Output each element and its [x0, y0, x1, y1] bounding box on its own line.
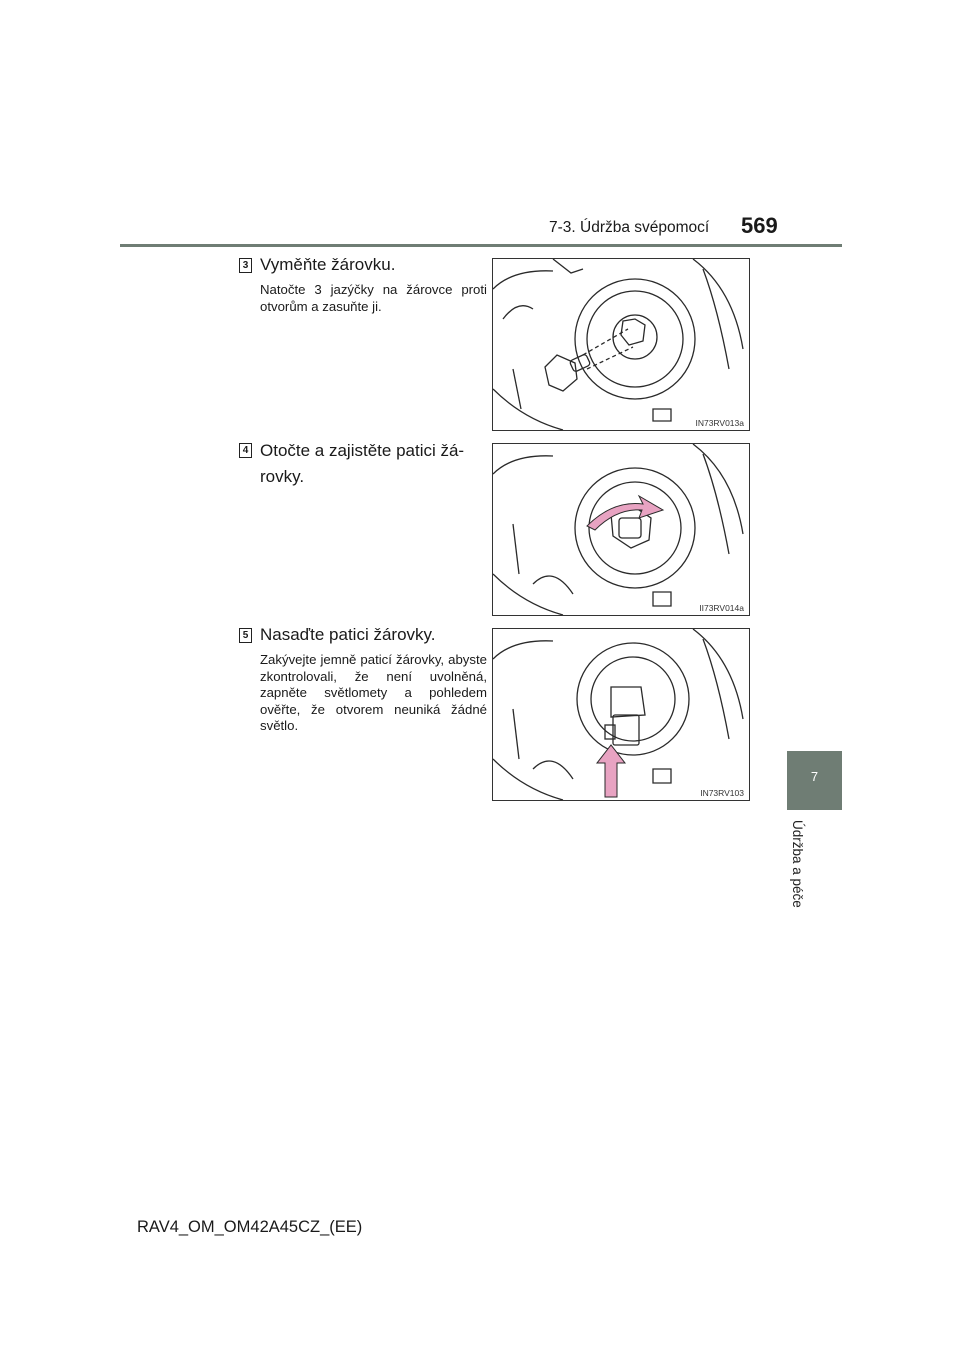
- push-up-arrow-icon: [597, 745, 625, 797]
- figure-code: II73RV014a: [699, 603, 744, 613]
- headlight-bulb-drawing: [493, 444, 749, 615]
- headlight-bulb-drawing: [493, 259, 749, 430]
- step-title: Nasaďte patici žárovky.: [260, 625, 436, 644]
- step-marker: 4: [239, 443, 252, 458]
- chapter-label: Údržba a péče: [790, 820, 805, 908]
- step-marker: 3: [239, 258, 252, 273]
- figure-code: IN73RV013a: [695, 418, 744, 428]
- step-description: Natočte 3 jazýčky na žárovce proti otvorům a zasuňte ji.: [260, 282, 487, 314]
- step-title: Vyměňte žárovku.: [260, 255, 396, 274]
- bulb-rotate-illustration: [492, 443, 750, 616]
- step-description: Zakývejte jemně paticí žárovky, abyste zkontrolovali, že není uvolněná, zapněte světlomety a pohledem ověřte, že otvorem neuniká žádné světlo.: [260, 652, 487, 733]
- document-code: RAV4_OM_OM42A45CZ_(EE): [137, 1218, 363, 1236]
- step-title: Otočte a zajistěte patici žá-rovky.: [260, 441, 465, 486]
- headlight-bulb-drawing: [493, 629, 749, 800]
- page-number: 569: [741, 213, 778, 238]
- bulb-install-illustration: [492, 628, 750, 801]
- section-title: 7-3. Údržba svépomocí: [549, 219, 710, 236]
- step-marker: 5: [239, 628, 252, 643]
- chapter-tab: [787, 751, 842, 810]
- bulb-insert-illustration: [492, 258, 750, 431]
- header-rule: [120, 244, 842, 247]
- chapter-number: 7: [810, 769, 819, 784]
- figure-code: IN73RV103: [700, 788, 744, 798]
